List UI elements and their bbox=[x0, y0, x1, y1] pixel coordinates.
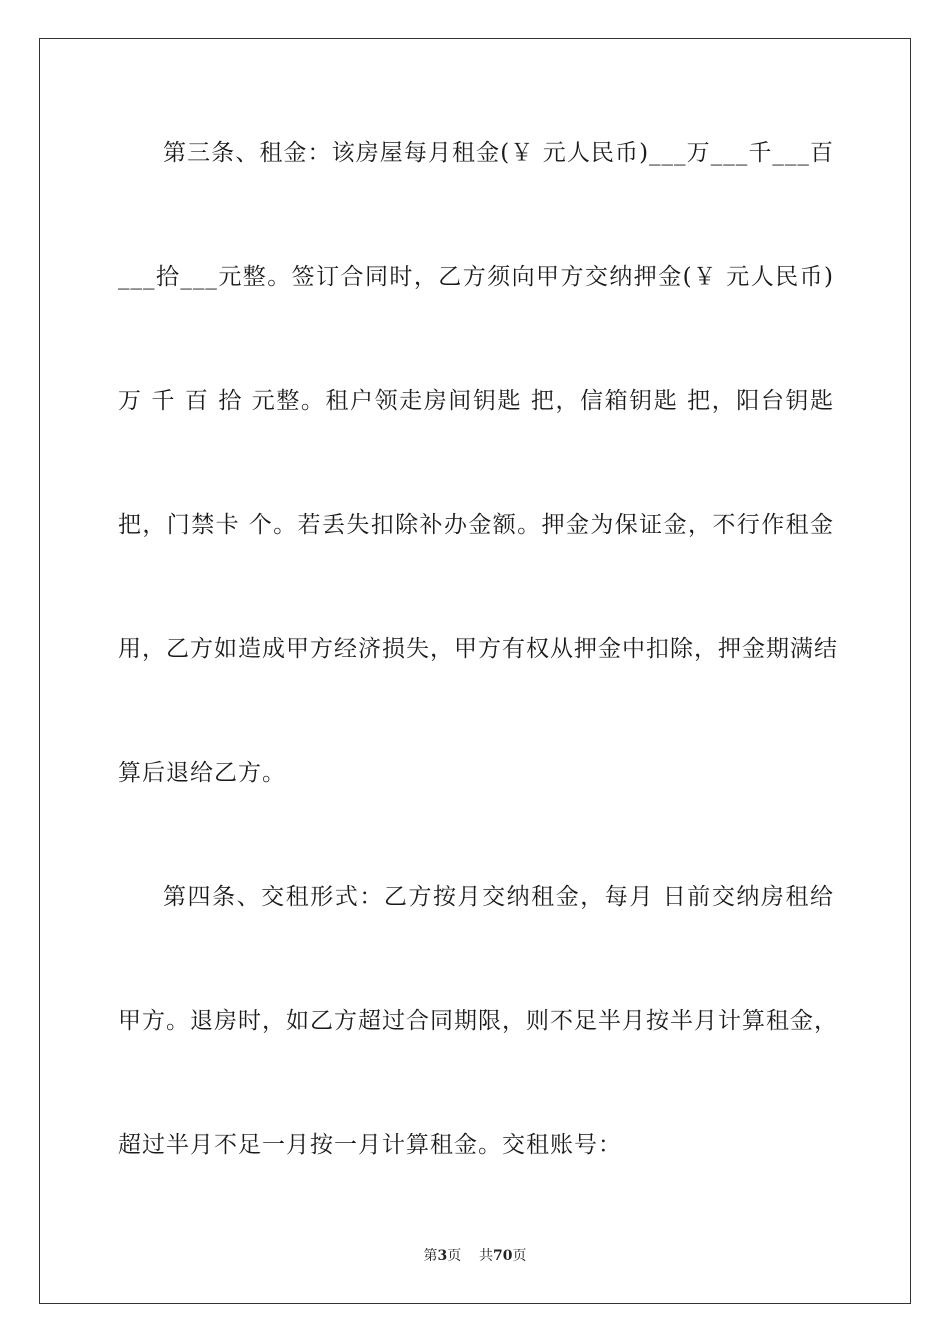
footer-page-number: 3 bbox=[437, 1248, 448, 1264]
footer-total-pages: 70 bbox=[493, 1248, 513, 1264]
paragraph-line-4: 把，门禁卡 个。若丢失扣除补办金额。押金为保证金，不行作租金 bbox=[118, 512, 834, 538]
footer-page-suffix: 页 bbox=[447, 1248, 462, 1264]
paragraph-line-1: 第三条、租金：该房屋每月租金(￥ 元人民币)___万___千___百 bbox=[163, 140, 834, 166]
footer-total-suffix: 页 bbox=[512, 1248, 527, 1264]
paragraph-line-6: 算后退给乙方。 bbox=[118, 760, 286, 786]
page-border bbox=[39, 38, 911, 1304]
paragraph-line-3: 万 千 百 拾 元整。租户领走房间钥匙 把，信箱钥匙 把，阳台钥匙 bbox=[118, 388, 834, 414]
paragraph-line-2: ___拾___元整。签订合同时，乙方须向甲方交纳押金(￥ 元人民币) bbox=[118, 264, 834, 290]
footer-total-prefix: 共 bbox=[479, 1248, 494, 1264]
footer-page-prefix: 第 bbox=[423, 1248, 438, 1264]
paragraph-line-5: 用，乙方如造成甲方经济损失，甲方有权从押金中扣除，押金期满结 bbox=[118, 636, 838, 662]
page-footer bbox=[0, 1247, 950, 1265]
paragraph-line-7: 第四条、交租形式：乙方按月交纳租金，每月 日前交纳房租给 bbox=[163, 884, 834, 910]
paragraph-line-9: 超过半月不足一月按一月计算租金。交租账号： bbox=[118, 1132, 622, 1158]
paragraph-line-8: 甲方。退房时，如乙方超过合同期限，则不足半月按半月计算租金， bbox=[118, 1008, 838, 1034]
